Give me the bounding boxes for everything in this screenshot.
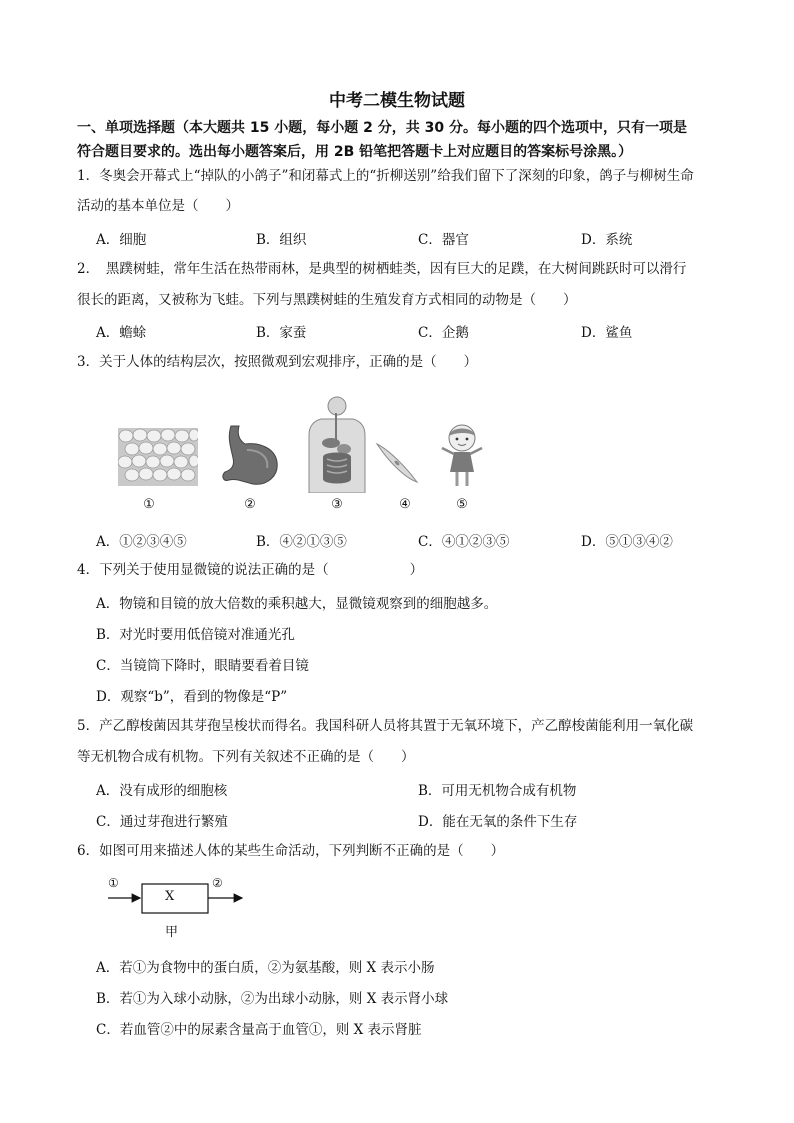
q5-stem-line2: 等无机物合成有机物。下列有关叙述不正确的是（ ） xyxy=(77,749,415,765)
diagram-box-label: X xyxy=(165,889,175,904)
q3-option-d: D．⑤①③④② xyxy=(581,534,673,550)
q1-option-b: B．组织 xyxy=(256,232,307,248)
q3-figure-caption-1: ① xyxy=(143,497,155,512)
q2-option-c: C．企鹅 xyxy=(418,325,469,341)
human-body-system-image xyxy=(307,395,367,493)
diagram-input-label: ① xyxy=(108,876,119,890)
q2-option-b: B．家蚕 xyxy=(256,325,307,341)
page-title: 中考二模生物试题 xyxy=(329,91,465,111)
q2-option-a: A．蟾蜍 xyxy=(96,325,147,341)
q5-option-a: A．没有成形的细胞核 xyxy=(96,783,228,799)
q1-stem-line2: 活动的基本单位是（ ） xyxy=(77,198,239,214)
q6-stem: 6．如图可用来描述人体的某些生命活动，下列判断不正确的是（ ） xyxy=(77,843,505,859)
girl-image xyxy=(438,422,486,490)
muscle-cell-image xyxy=(375,440,419,486)
q2-stem-line1: 2． 黑蹼树蛙，常年生活在热带雨林，是典型的树栖蛙类，因有巨大的足蹼，在大树间跳跃时可以滑行 xyxy=(77,261,687,277)
q5-option-c: C．通过芽孢进行繁殖 xyxy=(96,814,228,830)
tissue-image xyxy=(118,428,198,486)
q3-figure-caption-3: ③ xyxy=(331,497,343,512)
q1-option-c: C．器官 xyxy=(418,232,469,248)
q5-stem-line1: 5．产乙醇梭菌因其芽孢呈梭状而得名。我国科研人员将其置于无氧环境下，产乙醇梭菌能利用一氧化碳 xyxy=(77,718,694,734)
q6-option-a: A．若①为食物中的蛋白质，②为氨基酸，则 X 表示小肠 xyxy=(96,960,435,976)
diagram-output-label: ② xyxy=(212,876,223,890)
q3-stem: 3．关于人体的结构层次，按照微观到宏观排序，正确的是（ ） xyxy=(77,354,478,370)
section-heading-line2: 符合题目要求的。选出每小题答案后，用 2B 铅笔把答题卡上对应题目的答案标号涂黑。） xyxy=(77,144,633,160)
q4-stem: 4．下列关于使用显微镜的说法正确的是（ ） xyxy=(77,562,424,578)
q3-figure-caption-4: ④ xyxy=(399,497,411,512)
q3-figure-caption-2: ② xyxy=(244,497,256,512)
q5-option-d: D．能在无氧的条件下生存 xyxy=(418,814,578,830)
x-box xyxy=(142,884,208,913)
q4-option-d: D．观察“b”，看到的物像是“P” xyxy=(96,689,288,705)
q4-option-b: B．对光时要用低倍镜对准通光孔 xyxy=(96,627,295,643)
q5-option-b: B．可用无机物合成有机物 xyxy=(418,783,577,799)
q2-option-d: D．鲨鱼 xyxy=(581,325,633,341)
q3-option-c: C．④①②③⑤ xyxy=(418,534,510,550)
q1-stem-line1: 1．冬奥会开幕式上“掉队的小鸽子”和闭幕式上的“折柳送别”给我们留下了深刻的印象，鸽子与柳树生命 xyxy=(77,168,694,184)
q6-option-b: B．若①为入球小动脉，②为出球小动脉，则 X 表示肾小球 xyxy=(96,991,449,1007)
section-heading-line1: 一、单项选择题（本大题共 15 小题，每小题 2 分，共 30 分。每小题的四个选项中，只有一项是 xyxy=(77,120,687,136)
q3-option-b: B．④②①③⑤ xyxy=(256,534,347,550)
q1-option-d: D．系统 xyxy=(581,232,633,248)
q3-option-a: A．①②③④⑤ xyxy=(96,534,187,550)
q1-option-a: A．细胞 xyxy=(96,232,147,248)
q3-figure-caption-5: ⑤ xyxy=(456,497,468,512)
q6-option-c: C．若血管②中的尿素含量高于血管①，则 X 表示肾脏 xyxy=(96,1022,422,1038)
q4-option-c: C．当镜筒下降时，眼睛要看着目镜 xyxy=(96,658,309,674)
q6-flow-diagram xyxy=(100,873,250,923)
diagram-caption: 甲 xyxy=(165,925,179,940)
q2-stem-line2: 很长的距离，又被称为飞蛙。下列与黑蹼树蛙的生殖发育方式相同的动物是（ ） xyxy=(77,292,577,308)
q4-option-a: A．物镜和目镜的放大倍数的乘积越大，显微镜观察到的细胞越多。 xyxy=(96,596,498,612)
stomach-image xyxy=(217,420,283,490)
